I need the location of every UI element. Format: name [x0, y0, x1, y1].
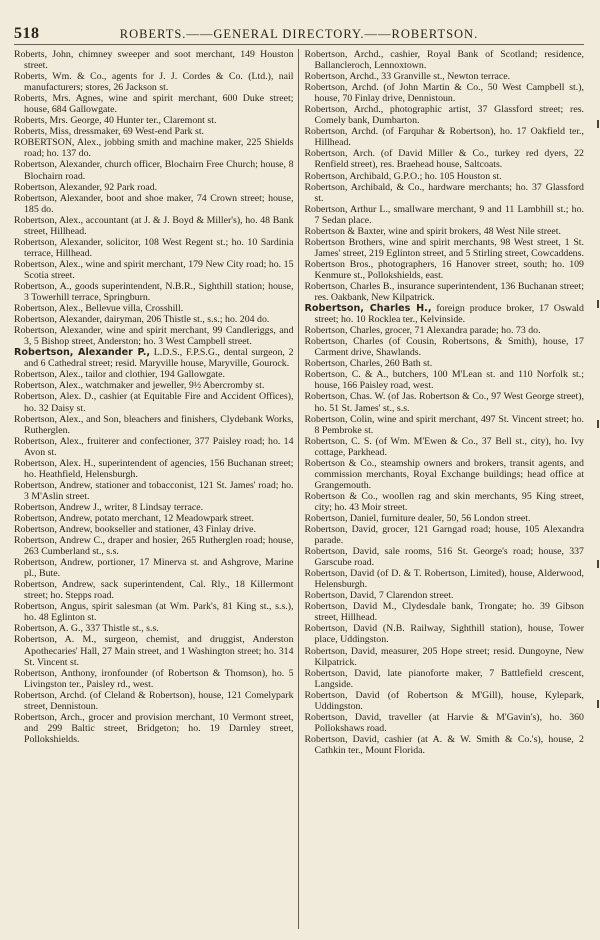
entry-text: Robertson, David, cashier (at A. & W. Smith & Co.'s), house, 2 Cathkin ter., Mount Florida. [304, 733, 584, 756]
directory-entry [304, 358, 584, 369]
entry-text: Robertson, Angus, spirit salesman (at Wm. Park's, 81 King st., s.s.), ho. 48 Eglinton st. [14, 601, 294, 624]
directory-entry [304, 104, 584, 126]
entry-text: Robertson, Charles (of Cousin, Robertsons, & Smith), house, 17 Carment drive, Shawlands. [304, 336, 584, 359]
entry-text: Robertson, Archibald, & Co., hardware merchants; ho. 37 Glassford st. [304, 181, 584, 204]
entry-text: Robertson, David (of Robertson & M'Gill), house, Kylepark, Uddingston. [304, 689, 584, 712]
entry-text: Robertson, Alex. H., superintendent of agencies, 156 Buchanan street; ho. Heathfield, Helensburgh. [14, 457, 294, 480]
entry-text: foreign produce broker, 17 Oswald street; ho. 10 Rocklea ter., Kelvinside. [314, 303, 584, 326]
entry-text: Robertson, David, grocer, 121 Garngad road; house, 105 Alexandra parade. [304, 524, 584, 547]
entry-text: Robertson, Colin, wine and spirit merchant, 497 St. Vincent street; ho. 8 Pembroke st. [304, 413, 584, 436]
entry-name-bold: Robertson, Alexander P., [14, 347, 151, 359]
entry-text: Robertson, David M., Clydesdale bank, Trongate; ho. 39 Gibson street, Hillhead. [304, 601, 584, 624]
left-column [14, 49, 296, 929]
entry-text: Robertson, Alex., tailor and clothier, 194 Gallowgate. [14, 369, 225, 381]
directory-entry [14, 159, 294, 181]
directory-entry [14, 325, 294, 347]
directory-entry [14, 369, 294, 380]
entry-text: Robertson, Andrew C., draper and hosier, 265 Rutherglen road; house, 263 Cumberland st., s.s. [14, 535, 294, 558]
page-header [14, 22, 584, 45]
directory-entry [304, 391, 584, 413]
entry-text: Robertson, Andrew, portioner, 17 Minerva st. and Ashgrove, Marine pl., Bute. [14, 557, 294, 580]
entry-name-bold: Robertson, Charles H., [304, 303, 432, 315]
directory-entry [304, 49, 584, 71]
directory-entry [14, 436, 294, 458]
directory-entry [14, 303, 294, 314]
directory-entry [304, 491, 584, 513]
directory-entry [304, 126, 584, 148]
entry-text: Roberts, Mrs. Agnes, wine and spirit merchant, 600 Duke street; house, 684 Gallowgate. [14, 93, 294, 116]
entry-text: Robertson, Archd., cashier, Royal Bank of Scotland; residence, Ballancleroch, Lennoxtown. [304, 49, 584, 72]
entry-text: Robertson, Alex. D., cashier (at Equitable Fire and Accident Offices), ho. 32 Daisy st. [14, 391, 294, 414]
entry-text: Robertson, Alex., wine and spirit merchant, 179 New City road; ho. 15 Scotia street. [14, 258, 294, 281]
directory-entry [304, 369, 584, 391]
entry-text: Robertson, Alex., accountant (at J. & J. Boyd & Miller's), ho. 48 Bank street, Hillhead. [14, 214, 294, 237]
entry-text: Robertson, David, traveller (at Harvie & M'Gavin's), ho. 360 Pollokshaws road. [304, 711, 584, 734]
entry-text: Robertson, Alex., fruiterer and confectioner, 377 Paisley road; ho. 14 Avon st. [14, 435, 294, 458]
entry-text: Robertson, Arthur L., smallware merchant, 9 and 11 Lambhill st.; ho. 7 Sedan place. [304, 203, 584, 226]
entry-text: Robertson, Archd. (of Farquhar & Robertson), ho. 17 Oakfield ter., Hillhead. [304, 126, 584, 149]
page-number: 518 [14, 25, 40, 42]
entry-text: Robertson, Daniel, furniture dealer, 50, 56 London street. [304, 512, 531, 524]
directory-entry [304, 668, 584, 690]
directory-entry [14, 623, 294, 634]
entry-text: Robertson, Alexander, 92 Park road. [14, 181, 158, 193]
directory-entry [14, 137, 294, 159]
directory-entry [304, 204, 584, 226]
directory-entry [14, 215, 294, 237]
column-divider [298, 49, 299, 929]
entry-text: Robertson, David, sale rooms, 516 St. George's road; house, 337 Garscube road. [304, 546, 584, 569]
entry-text: L.D.S., F.P.S.G., dental surgeon, 2 and 6 Cathedral street; resid. Maryville house, Maryville, Gourock. [24, 347, 294, 370]
entry-text: Robertson, Archd., photographic artist, 37 Glassford street; res. Comely bank, Dumbarton. [304, 104, 584, 127]
directory-entry [14, 480, 294, 502]
entry-text: Robertson, A. M., surgeon, chemist, and druggist, Anderston Apothecaries' Hall, 27 Main street, and 1 Washington street; ho. 314 St. Vincent st. [14, 634, 294, 668]
directory-entry [304, 646, 584, 668]
directory-entry [14, 513, 294, 524]
entry-text: Robertson, Archd. (of John Martin & Co., 50 West Campbell st.), house, 70 Finlay drive, Dennistoun. [304, 82, 584, 105]
entry-text: Robertson, David, 7 Clarendon street. [304, 590, 454, 602]
entry-text: Robertson, Andrew, sack superintendent, Cal. Rly., 18 Killermont street; ho. Stepps road. [14, 579, 294, 602]
directory-entry [14, 314, 294, 325]
directory-entry [14, 502, 294, 513]
directory-entry [304, 259, 584, 281]
entry-text: Robertson, Alex., watchmaker and jeweller, 9½ Abercromby st. [14, 380, 265, 392]
entry-text: Robertson, Arch., grocer and provision merchant, 10 Vermont street, and 299 Baltic street, Bridgeton; ho. 19 Darnley street, Pollokshields. [14, 711, 294, 745]
entry-text: Robertson, C. & A., butchers, 100 M'Lean st. and 110 Norfolk st.; house, 166 Paisley road, west. [304, 369, 584, 392]
directory-entry [304, 623, 584, 645]
directory-entry [14, 557, 294, 579]
entry-text: Robertson, Charles B., insurance superintendent, 136 Buchanan street; res. Oakbank, New Kilpatrick. [304, 280, 584, 304]
directory-page [14, 22, 584, 934]
directory-entry [304, 436, 584, 458]
directory-entry [304, 734, 584, 756]
directory-entry [14, 634, 294, 667]
directory-entry [14, 414, 294, 436]
entry-text: Robertson, A. G., 337 Thistle st., s.s. [14, 623, 159, 635]
directory-entry [304, 712, 584, 734]
directory-entry [304, 182, 584, 204]
entry-text: Robertson & Co., steamship owners and brokers, transit agents, and commission merchants, Royal Exchange buildings; head office at Grangemouth. [304, 457, 584, 491]
entry-text: Robertson, Archd., 33 Granville st., Newton terrace. [304, 71, 511, 83]
entry-text: Robertson, Alexander, solicitor, 108 West Regent st.; ho. 10 Sardinia terrace, Hillhead. [14, 236, 294, 259]
entry-text: Robertson, David (N.B. Railway, Sighthill station), house, Tower place, Uddingston. [304, 623, 584, 646]
entry-text: Robertson, C. S. (of Wm. M'Ewen & Co., 37 Bell st., city), ho. Ivy cottage, Parkhead. [304, 435, 584, 458]
directory-entry [14, 115, 294, 126]
page-edge-marks [594, 0, 600, 940]
entry-text: Robertson, Anthony, ironfounder (of Robertson & Thomson), ho. 5 Livingston ter., Paisley rd., west. [14, 667, 294, 690]
entry-text: Roberts, Miss, dressmaker, 69 West-end Park st. [14, 126, 205, 138]
directory-entry [304, 601, 584, 623]
directory-entry [304, 281, 584, 303]
directory-entry [14, 193, 294, 215]
directory-entry [304, 568, 584, 590]
entry-text: Roberts, Wm. & Co., agents for J. J. Cordes & Co. (Ltd.), nail manufacturers; stores, 26 Jackson st. [14, 71, 294, 94]
running-head: ROBERTS.——GENERAL DIRECTORY.——ROBERTSON. [119, 27, 479, 41]
entry-text: Robertson & Co., woollen rag and skin merchants, 95 King street, city; ho. 43 Moir street. [304, 490, 584, 513]
entry-text: Robertson, Alex., and Son, bleachers and finishers, Clydebank Works, Rutherglen. [14, 413, 294, 436]
directory-entry [304, 237, 584, 259]
directory-entry [304, 171, 584, 182]
directory-entry [14, 391, 294, 413]
directory-entry [14, 668, 294, 690]
entry-text: Robertson, Alexander, boot and shoe maker, 74 Crown street; house, 185 do. [14, 192, 294, 215]
directory-entry [14, 690, 294, 712]
directory-entry [14, 347, 294, 369]
entry-text: Robertson, Chas. W. (of Jas. Robertson & Co., 97 West George street), ho. 51 St. James' st., s.s. [304, 391, 584, 414]
entry-text: Robertson, Andrew, stationer and tobacconist, 121 St. James' road; ho. 3 M'Aslin street. [14, 479, 294, 502]
entry-text: Robertson, Alexander, dairyman, 206 Thistle st., s.s.; ho. 204 do. [14, 314, 270, 326]
directory-entry [304, 82, 584, 104]
directory-entry [304, 148, 584, 170]
directory-entry [304, 546, 584, 568]
directory-entry [14, 281, 294, 303]
directory-entry [304, 590, 584, 601]
directory-entry [14, 237, 294, 259]
directory-entry [304, 458, 584, 491]
directory-entry [304, 414, 584, 436]
entry-text: Robertson, A., goods superintendent, N.B.R., Sighthill station; house, 3 Towerhill terrace, Springburn. [14, 280, 294, 304]
entry-text: Robertson, Charles, grocer, 71 Alexandra parade; ho. 73 do. [304, 325, 541, 337]
directory-entry [14, 71, 294, 93]
directory-entry [14, 579, 294, 601]
directory-entry [14, 182, 294, 193]
columns [14, 49, 584, 929]
directory-entry [304, 325, 584, 336]
directory-entry [304, 513, 584, 524]
entry-text: Robertson, Archd. (of Cleland & Robertson), house, 121 Comelypark street, Dennistoun. [14, 689, 294, 712]
entry-text: Robertson Brothers, wine and spirit merchants, 98 West street, 1 St. James' street, 219 Eglinton street, and 5 Stirling street, Cowcaddens. [304, 236, 584, 259]
directory-entry [304, 524, 584, 546]
entry-text: ROBERTSON, Alex., jobbing smith and machine maker, 225 Shields road; ho. 137 do. [14, 137, 294, 160]
directory-entry [14, 458, 294, 480]
directory-entry [14, 601, 294, 623]
directory-entry [304, 226, 584, 237]
directory-entry [14, 535, 294, 557]
right-column [300, 49, 584, 929]
entry-text: Robertson, Andrew J., writer, 8 Lindsay terrace. [14, 501, 204, 513]
entry-text: Robertson, Alexander, church officer, Blochairn Free Church; house, 8 Blochairn road. [14, 159, 294, 182]
directory-entry [304, 690, 584, 712]
entry-text: Roberts, John, chimney sweeper and soot merchant, 149 Houston street. [14, 49, 294, 72]
directory-entry [304, 71, 584, 82]
entry-text: Robertson, Archibald, G.P.O.; ho. 105 Houston st. [304, 170, 502, 182]
entry-text: Robertson, Andrew, bookseller and stationer, 43 Finlay drive. [14, 524, 257, 536]
entry-text: Robertson, David, late pianoforte maker, 7 Battlefield crescent, Langside. [304, 667, 584, 690]
entry-text: Robertson, Arch. (of David Miller & Co., turkey red dyers, 22 Renfield street), res. Braehead house, Saltcoats. [304, 148, 584, 171]
entry-text: Robertson, David (of D. & T. Robertson, Limited), house, Alderwood, Helensburgh. [304, 568, 584, 591]
directory-entry [14, 524, 294, 535]
directory-entry [14, 49, 294, 71]
directory-entry [14, 712, 294, 745]
entry-text: Robertson, David, measurer, 205 Hope street; resid. Dungoyne, New Kilpatrick. [304, 645, 584, 668]
entry-text: Robertson Bros., photographers, 16 Hanover street, south; ho. 109 Kenmure st., Pollokshields, east. [304, 258, 584, 281]
directory-entry [304, 336, 584, 358]
directory-entry [304, 303, 584, 325]
entry-text: Robertson, Alexander, wine and spirit merchant, 99 Candleriggs, and 3, 5 Bishop street, Anderston; ho. 3 West Campbell street. [14, 325, 294, 348]
entry-text: Robertson, Charles, 260 Bath st. [304, 358, 433, 370]
entry-text: Roberts, Mrs. George, 40 Hunter ter., Claremont st. [14, 115, 217, 127]
entry-text: Robertson & Baxter, wine and spirit brokers, 48 West Nile street. [304, 225, 561, 237]
directory-entry [14, 380, 294, 391]
directory-entry [14, 259, 294, 281]
directory-entry [14, 126, 294, 137]
entry-text: Robertson, Alex., Bellevue villa, Crosshill. [14, 303, 184, 315]
entry-text: Robertson, Andrew, potato merchant, 12 Meadowpark street. [14, 512, 254, 524]
directory-entry [14, 93, 294, 115]
